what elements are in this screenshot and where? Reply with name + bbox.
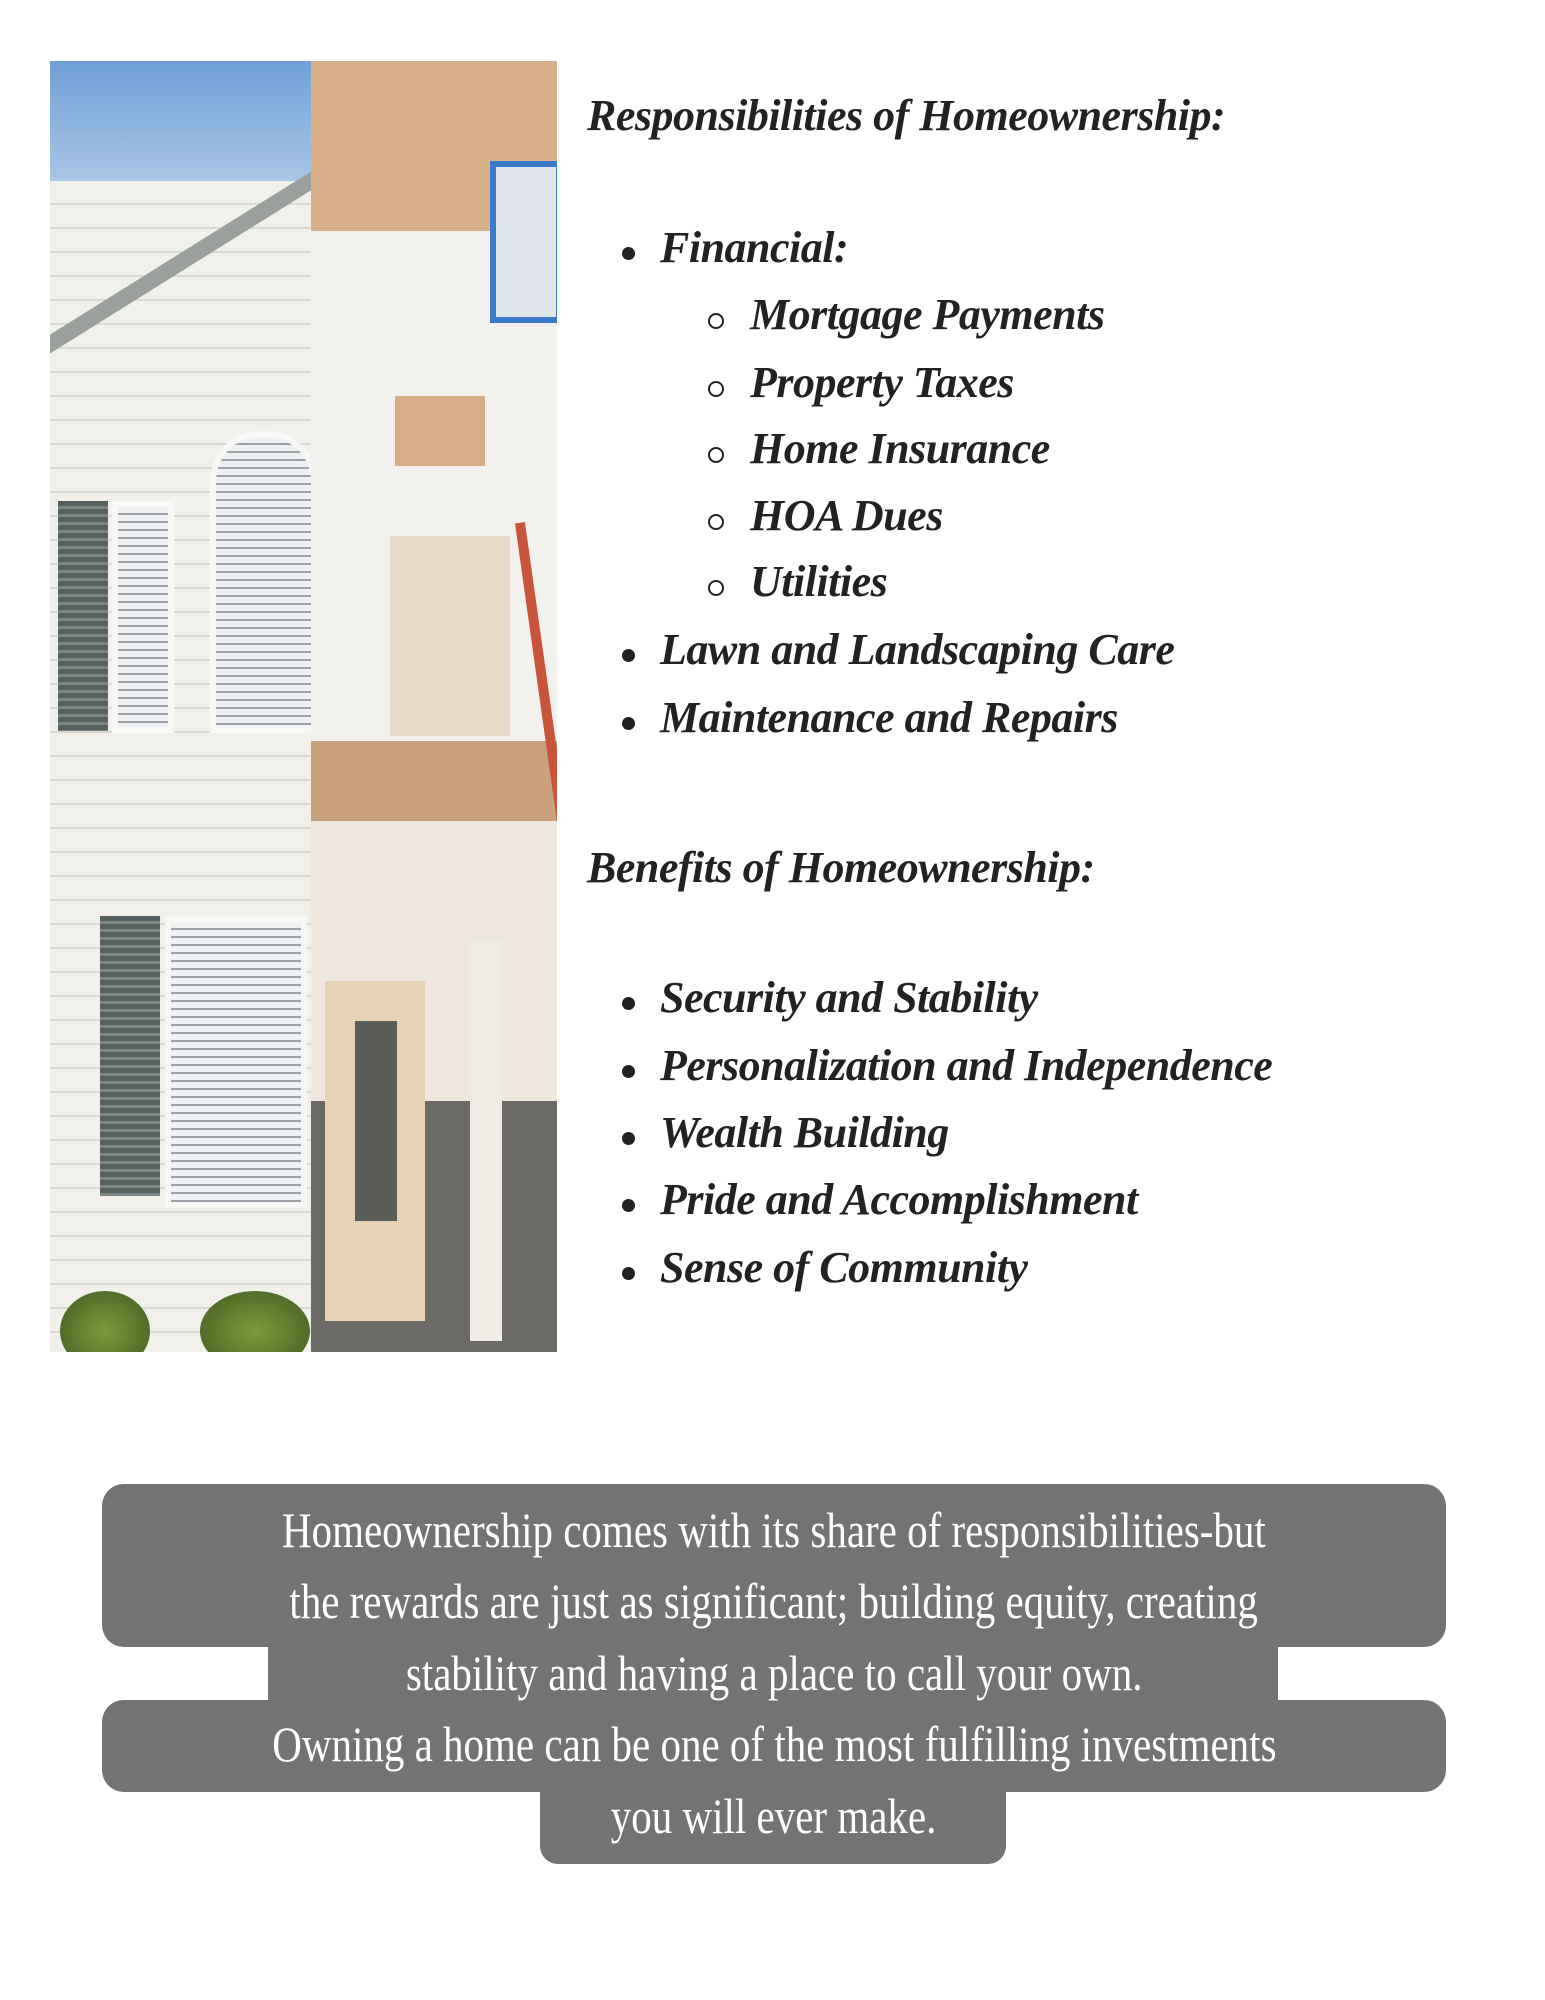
list-item: Lawn and Landscaping Care: [660, 625, 1175, 674]
list-item: Maintenance and Repairs: [660, 693, 1118, 742]
circle-bullet-icon: [708, 447, 724, 463]
list-item: Utilities: [750, 557, 888, 606]
summary-text: you will ever make.: [611, 1788, 937, 1844]
list-item: Property Taxes: [750, 358, 1014, 407]
summary-line: [102, 1566, 1446, 1637]
paint-patch: [395, 396, 485, 466]
list-item: Personalization and Independence: [660, 1041, 1273, 1090]
benefits-heading: Benefits of Homeownership:: [587, 843, 1095, 892]
list-item: Financial:: [660, 223, 849, 272]
summary-text: Homeownership comes with its share of responsibilities-but: [282, 1502, 1266, 1558]
arched-window: [210, 431, 317, 733]
house-before-after-photo: [50, 61, 557, 1352]
bullet-icon: [622, 997, 635, 1010]
list-item: Wealth Building: [660, 1108, 949, 1157]
summary-line: [102, 1495, 1446, 1566]
window: [165, 916, 307, 1208]
sky: [50, 61, 311, 181]
shutter: [100, 916, 160, 1196]
bullet-icon: [622, 1267, 635, 1280]
plywood-patch: [390, 536, 510, 736]
circle-bullet-icon: [708, 313, 724, 329]
column: [470, 941, 502, 1341]
circle-bullet-icon: [708, 381, 724, 397]
window: [490, 161, 557, 323]
window: [112, 501, 174, 733]
responsibilities-heading: Responsibilities of Homeownership:: [587, 91, 1226, 140]
circle-bullet-icon: [708, 514, 724, 530]
list-item: Mortgage Payments: [750, 290, 1105, 339]
summary-text: the rewards are just as significant; building equity, creating: [289, 1573, 1259, 1629]
bullet-icon: [622, 1199, 635, 1212]
summary-line: [102, 1709, 1446, 1780]
summary-line: [102, 1638, 1446, 1709]
list-item: Home Insurance: [750, 424, 1050, 473]
bullet-icon: [622, 649, 635, 662]
bullet-icon: [622, 1065, 635, 1078]
list-item: Pride and Accomplishment: [660, 1175, 1138, 1224]
summary-text: Owning a home can be one of the most fulfilling investments: [271, 1716, 1277, 1772]
summary-text: stability and having a place to call your own.: [405, 1645, 1143, 1701]
shutter: [58, 501, 108, 731]
bullet-icon: [622, 1132, 635, 1145]
summary-line: [102, 1781, 1446, 1852]
circle-bullet-icon: [708, 580, 724, 596]
bullet-icon: [622, 247, 635, 260]
door-glass: [355, 1021, 397, 1221]
list-item: Sense of Community: [660, 1243, 1028, 1292]
list-item: HOA Dues: [750, 491, 943, 540]
list-item: Security and Stability: [660, 973, 1038, 1022]
bullet-icon: [622, 717, 635, 730]
